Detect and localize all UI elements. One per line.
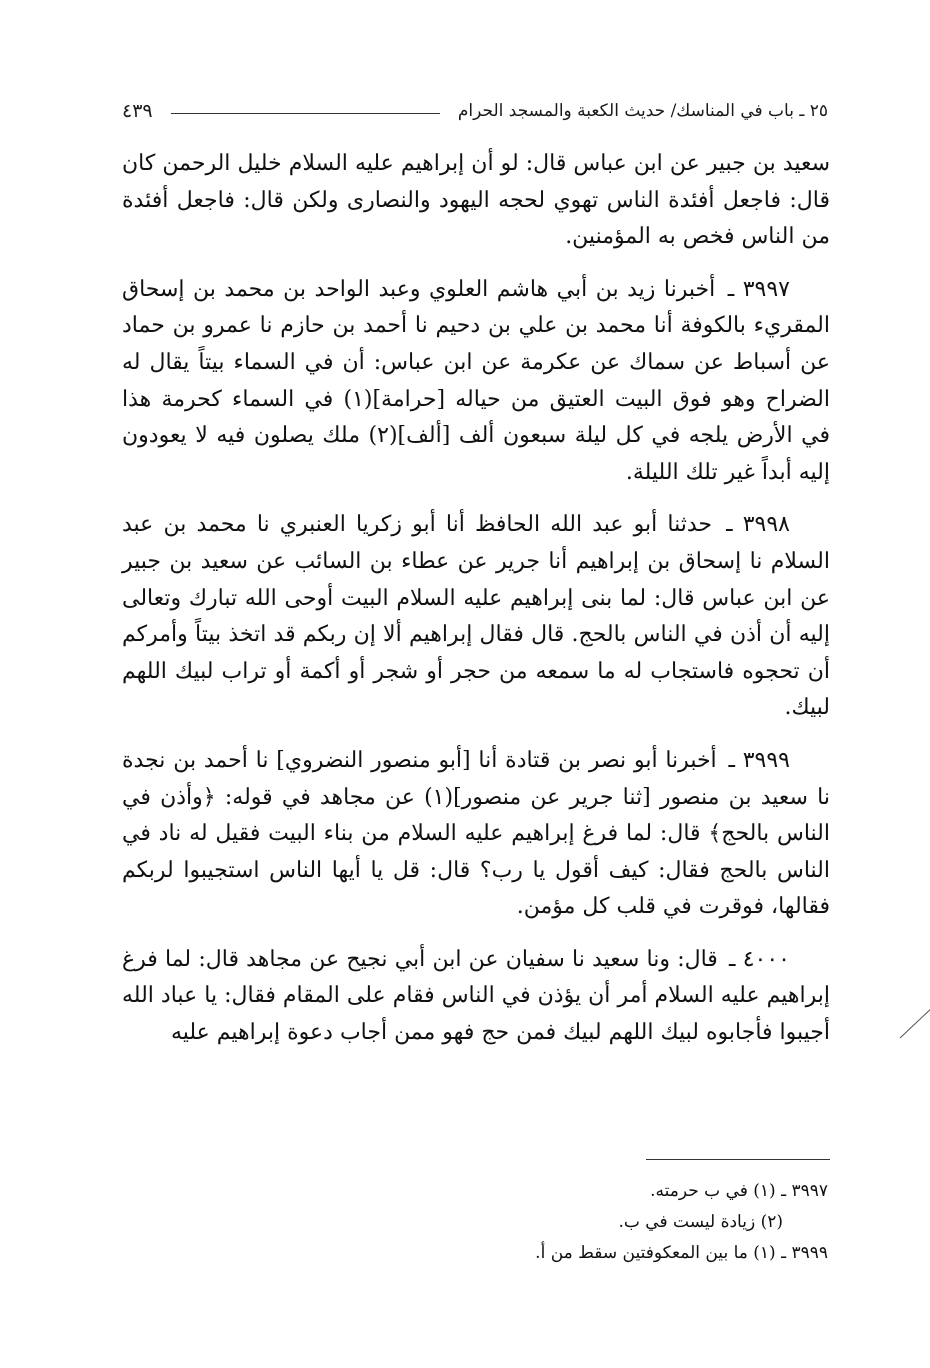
- footnote-item: (٢) زيادة ليست في ب.: [618, 1212, 783, 1232]
- hadith-3999: [122, 743, 830, 926]
- chapter-title: ٢٥ ـ باب في المناسك/ حديث الكعبة والمسجد الحرام: [457, 101, 828, 121]
- footnote-rule: [646, 1159, 830, 1160]
- hadith-4000: [122, 942, 830, 1052]
- footnote-item: ٣٩٩٧ ـ (١) في ب حرمته.: [650, 1181, 828, 1201]
- paragraph-text: سعيد بن جبير عن ابن عباس قال: لو أن إبراهيم عليه السلام خليل الرحمن كان قال: فاجعل أفئدة الناس تهوي لحجه اليهود والنصارى ولكن قال: فاجعل أفئدة من الناس فخص به المؤمنين.: [122, 151, 830, 250]
- hadith-3997: [122, 272, 830, 492]
- footnote-item: ٣٩٩٩ ـ (١) ما بين المعكوفتين سقط من أ.: [535, 1243, 828, 1263]
- page-number: ٤٣٩: [122, 100, 153, 122]
- running-header: [122, 96, 828, 126]
- main-text: [122, 146, 830, 1068]
- hadith-3998: [122, 507, 830, 727]
- paragraph-text: أخبرنا زيد بن أبي هاشم العلوي وعبد الواحد بن محمد بن إسحاق المقريء بالكوفة أنا محمد بن علي بن دحيم نا أحمد بن حازم نا عمرو بن حماد عن أسباط عن سماك عن عكرمة عن ابن عباس: أن في السماء بيتاً يقال له الضراح وهو فوق البيت العتيق من حياله [حرامة](١) في السماء كحرمة هذا في الأرض يلجه في كل ليلة سبعون ألف [ألف](٢) ملك يصلون فيه لا يعودون إليه أبداً غير تلك الليلة.: [122, 276, 830, 485]
- hadith-number: ٤٠٠٠ ـ: [729, 946, 790, 972]
- footnotes: [300, 1176, 828, 1269]
- paragraph-text: حدثنا أبو عبد الله الحافظ أنا أبو زكريا العنبري نا محمد بن عبد السلام نا إسحاق بن إبراهيم أنا جرير عن عطاء بن السائب عن سعيد بن جبير عن ابن عباس قال: لما بنى إبراهيم عليه السلام البيت أوحى الله تبارك وتعالى إليه أن أذن في الناس بالحج. قال فقال إبراهيم ألا إن ربكم قد اتخذ بيتاً وأمركم أن تحجوه فاستجاب له ما سمعه من حجر أو شجر أو أكمة أو تراب لبيك اللهم لبيك.: [122, 512, 830, 721]
- paragraph-text: أخبرنا أبو نصر بن قتادة أنا [أبو منصور النضروي] نا أحمد بن نجدة نا سعيد بن منصور [ثنا جرير عن منصور](١) عن مجاهد في قوله: ﴿وأذن في الناس بالحج﴾ قال: لما فرغ إبراهيم عليه السلام من بناء البيت فقيل له ناد في الناس بالحج فقال: كيف أقول يا رب؟ قال: قل يا أيها الناس استجيبوا لربكم فقالها، فوقرت في قلب كل مؤمن.: [122, 747, 830, 920]
- paragraph-continuation: [122, 146, 830, 256]
- paragraph-text: قال: ونا سعيد نا سفيان عن ابن أبي نجيح عن مجاهد قال: لما فرغ إبراهيم عليه السلام أمر أن يؤذن في الناس فقام على المقام فقال: يا عباد الله أجيبوا فأجابوه لبيك اللهم لبيك فمن حج فهو ممن أجاب دعوة إبراهيم عليه: [122, 946, 830, 1046]
- hadith-number: ٣٩٩٧ ـ: [727, 276, 790, 302]
- header-rule: [171, 113, 440, 114]
- hadith-number: ٣٩٩٩ ـ: [728, 747, 790, 773]
- hadith-number: ٣٩٩٨ ـ: [726, 512, 790, 538]
- margin-pencil-mark: [898, 1000, 930, 1040]
